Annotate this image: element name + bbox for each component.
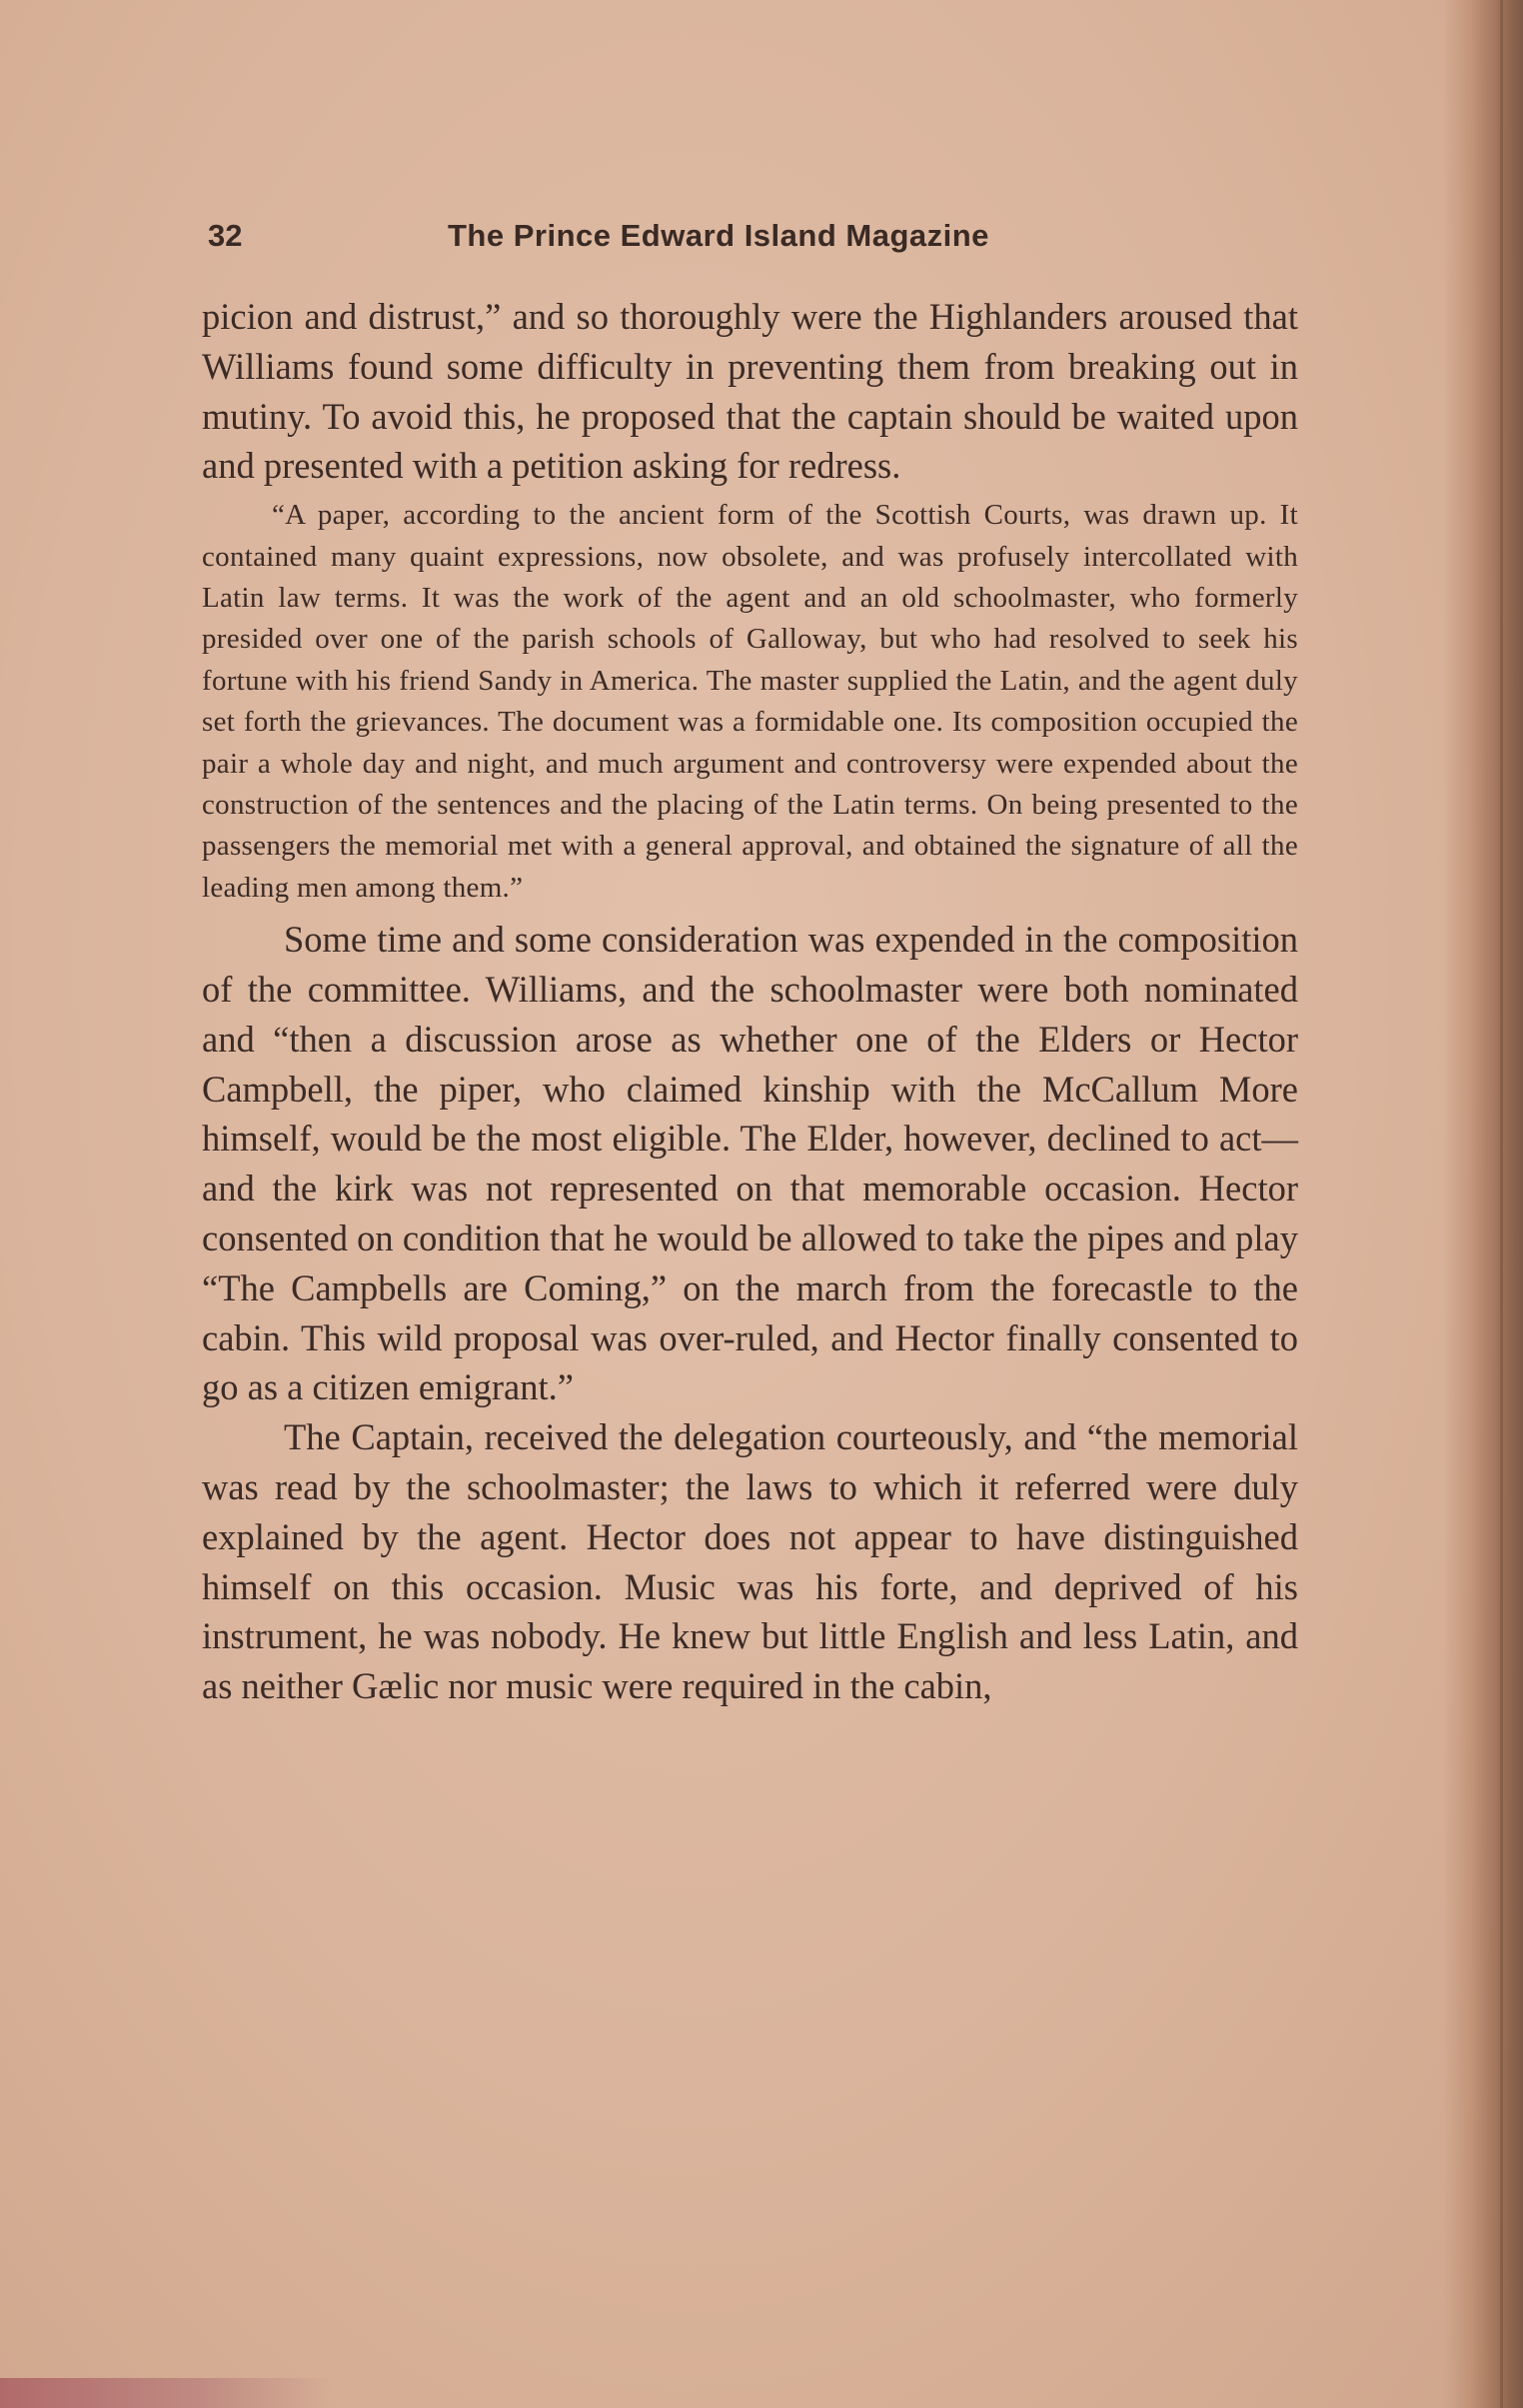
body-text xyxy=(202,292,1298,1711)
paragraph-1: picion and distrust,” and so thoroughly were the Highlanders aroused that Williams found some difficulty in preventing them from breaking out in mutiny. To avoid this, he proposed that the captain should be waited upon and presented with a petition asking for redress. xyxy=(202,296,1298,487)
page-header xyxy=(208,218,1307,258)
block-quote: “A paper, according to the ancient form of the Scottish Courts, was drawn up. It contained many quaint expressions, now obsolete, and was profusely intercollated with Latin law terms. It was the work of the agent and an old schoolmaster, who formerly presided over one of the parish schools of Galloway, but who had resolved to seek his fortune with his friend Sandy in America. The master supplied the Latin, and the agent duly set forth the grievances. The document was a formidable one. Its composition occupied the pair a whole day and night, and much argument and controversy were expended about the construction of the sentences and the placing of the Latin terms. On being presented to the passengers the memorial met with a general approval, and obtained the signature of all the leading men among them.” xyxy=(202,499,1298,904)
page-number: 32 xyxy=(208,218,243,253)
running-title: The Prince Edward Island Magazine xyxy=(448,218,989,253)
page-edge-shadow xyxy=(1443,0,1523,2408)
paper-stain xyxy=(0,2378,330,2408)
paragraph-3: The Captain, received the delegation courteously, and “the memorial was read by the schoolmaster; the laws to which it referred were duly explained by the agent. Hector does not appear to have distinguished himself on this occasion. Music was his forte, and deprived of his instrument, he was nobody. He knew but little English and less Latin, and as neither Gælic nor music were required in the cabin, xyxy=(202,1416,1298,1707)
page-edge-line xyxy=(1500,0,1503,2408)
paragraph-2: Some time and some consideration was expended in the composition of the committee. Williams, and the schoolmaster were both nominated and “then a discussion arose as whether one of the Elders or Hector Campbell, the piper, who claimed kinship with the McCallum More himself, would be the most eligible. The Elder, however, declined to act—and the kirk was not represented on that memorable occasion. Hector consented on condition that he would be allowed to take the pipes and play “The Campbells are Coming,” on the march from the forecastle to the cabin. This wild proposal was over-ruled, and Hector finally consented to go as a citizen emigrant.” xyxy=(202,919,1298,1408)
